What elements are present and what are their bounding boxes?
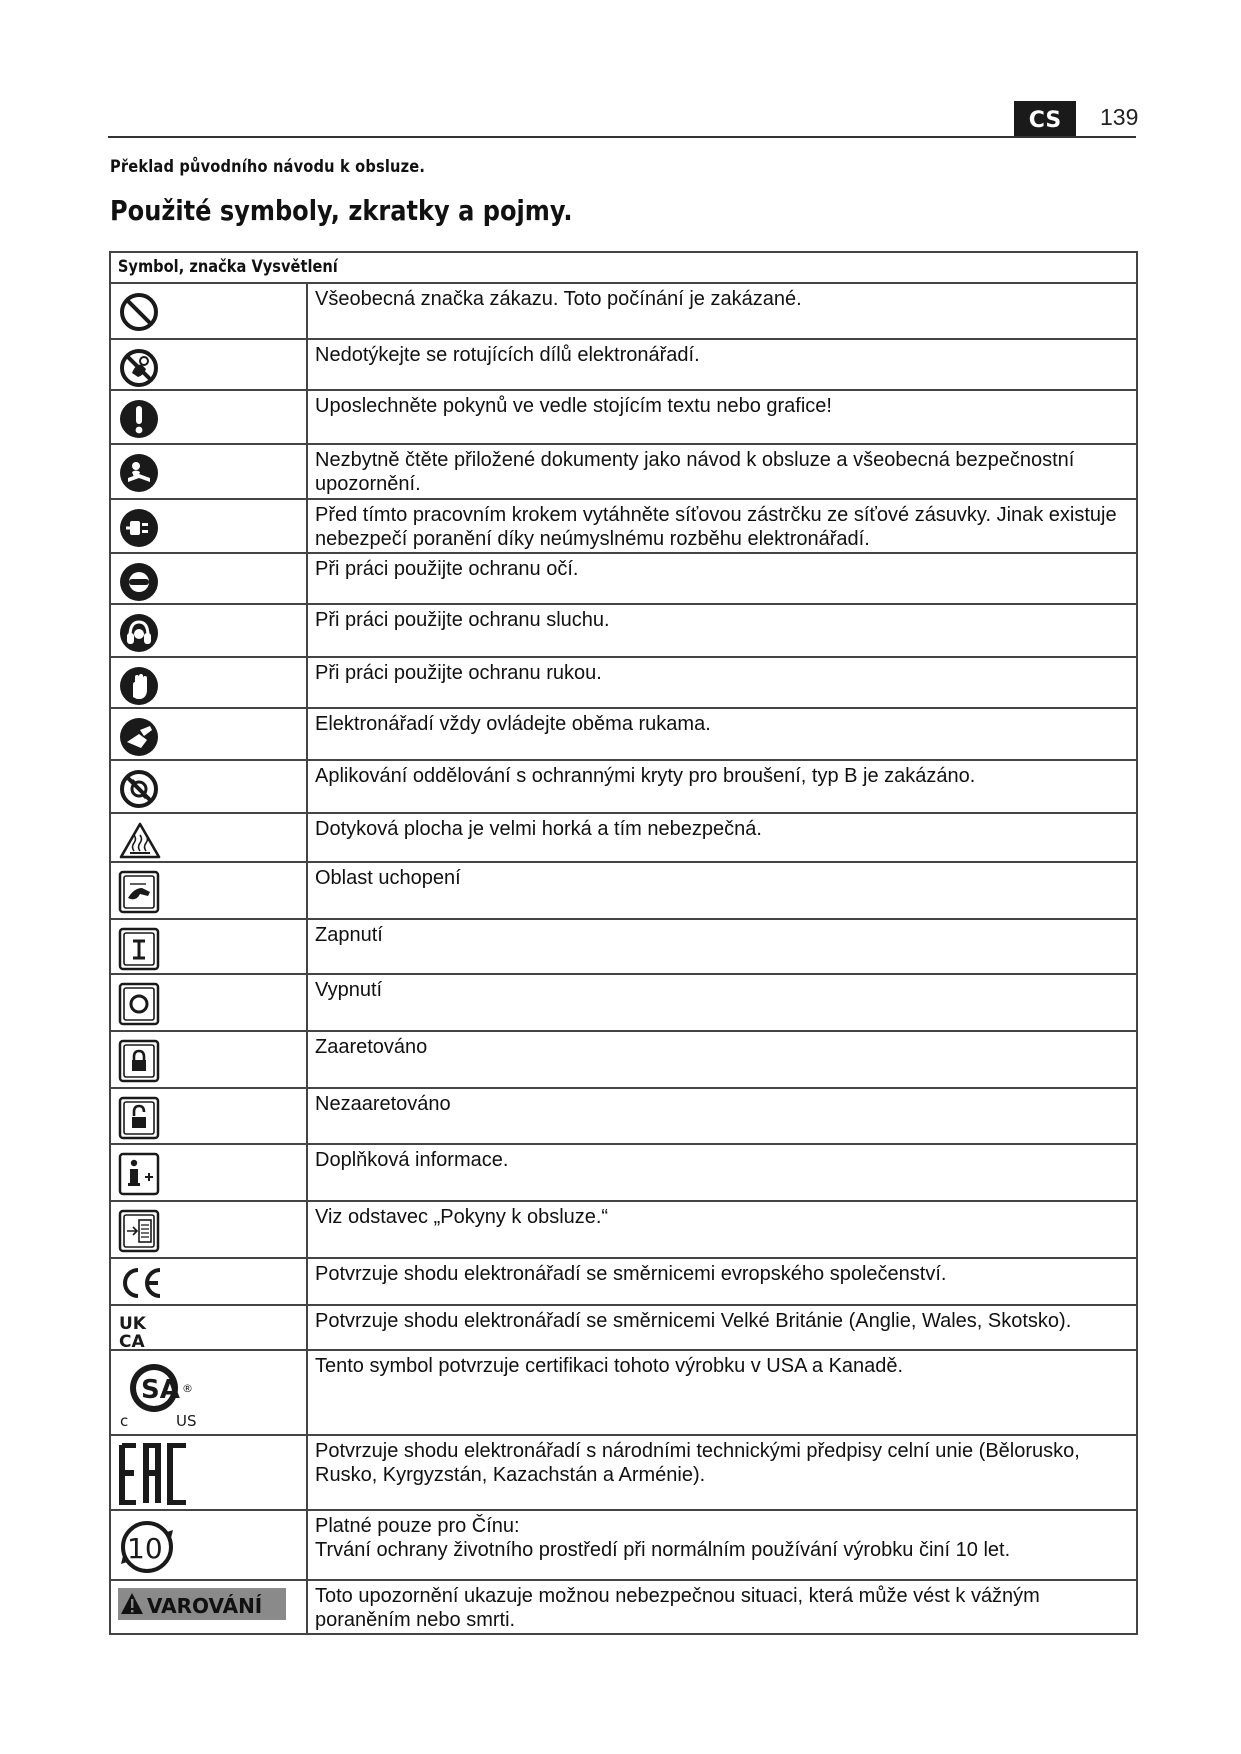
eac-mark-icon: [111, 1436, 306, 1505]
table-row: [110, 1201, 1137, 1258]
description-text: Nezaaretováno: [315, 1093, 451, 1115]
description-text: poraněním nebo smrti.: [315, 1609, 516, 1631]
description-cell: [307, 1144, 1137, 1201]
symbol-cell: [110, 339, 307, 390]
table-row: [110, 1144, 1137, 1201]
grip-area-icon: [111, 863, 306, 914]
symbol-cell: [110, 1258, 307, 1305]
table-row: [110, 390, 1137, 444]
svg-text:SA: SA: [141, 1375, 180, 1405]
symbol-cell: [110, 1144, 307, 1201]
description-cell: [307, 1031, 1137, 1088]
table-row: [110, 657, 1137, 708]
description-text: Potvrzuje shodu elektronářadí s národními technickými předpisy celní unie (Bělorusko,: [315, 1440, 1080, 1462]
svg-text:VAROVÁNÍ: VAROVÁNÍ: [147, 1594, 263, 1618]
ukca-mark-icon: [111, 1306, 306, 1349]
description-text: Všeobecná značka zákazu. Toto počínání je zakázané.: [315, 288, 802, 310]
hot-surface-icon: [111, 814, 306, 861]
symbol-cell: [110, 1031, 307, 1088]
table-row: [110, 1580, 1137, 1634]
locked-icon: [111, 1032, 306, 1083]
description-text: Nezbytně čtěte přiložené dokumenty jako návod k obsluze a všeobecná bezpečnostní: [315, 449, 1075, 471]
table-row: [110, 444, 1137, 499]
description-text: upozornění.: [315, 473, 421, 495]
description-text: Trvání ochrany životního prostředí při normálním používání výrobku činí 10 let.: [315, 1539, 1011, 1561]
description-text: Rusko, Kyrgyzstán, Kazachstán a Arménie).: [315, 1464, 706, 1486]
description-cell: [307, 283, 1137, 339]
symbol-cell: [110, 760, 307, 813]
symbol-cell: [110, 499, 307, 553]
description-cell: [307, 657, 1137, 708]
symbol-cell: [110, 813, 307, 862]
info-plus-icon: [111, 1145, 306, 1196]
symbol-cell: [110, 390, 307, 444]
symbol-cell: [110, 553, 307, 604]
description-cell: [307, 1350, 1137, 1435]
no-type-b-guard-icon: [111, 761, 306, 810]
two-hand-operation-icon: [111, 709, 306, 758]
table-row: [110, 339, 1137, 390]
description-text: Vypnutí: [315, 979, 383, 1001]
symbol-cell: [110, 283, 307, 339]
table-row: [110, 604, 1137, 657]
table-row: [110, 1088, 1137, 1144]
description-text: Doplňková informace.: [315, 1149, 509, 1171]
table-row: [110, 1305, 1137, 1350]
description-cell: [307, 1305, 1137, 1350]
document-subtitle: Překlad původního návodu k obsluze.: [110, 157, 426, 177]
description-cell: [307, 604, 1137, 657]
symbol-cell: [110, 974, 307, 1031]
power-on-icon: [111, 920, 306, 971]
description-text: Nedotýkejte se rotujících dílů elektronářadí.: [315, 344, 700, 366]
csa-mark-icon: [111, 1351, 306, 1430]
description-text: Tento symbol potvrzuje certifikaci tohoto výrobku v USA a Kanadě.: [315, 1355, 904, 1377]
language-badge: CS: [1014, 101, 1076, 137]
table-row: [110, 862, 1137, 919]
description-cell: [307, 499, 1137, 553]
description-cell: [307, 813, 1137, 862]
table-row: [110, 919, 1137, 974]
symbol-cell: [110, 1201, 307, 1258]
table-row: [110, 1258, 1137, 1305]
symbol-cell: [110, 1350, 307, 1435]
unlocked-icon: [111, 1089, 306, 1140]
description-cell: [307, 1088, 1137, 1144]
description-text: nebezpečí poranění díky neúmyslnému rozběhu elektronářadí.: [315, 528, 870, 550]
page-title: Použité symboly, zkratky a pojmy.: [110, 194, 573, 227]
svg-text:10: 10: [127, 1532, 163, 1565]
description-text: Zapnutí: [315, 924, 383, 946]
description-cell: [307, 390, 1137, 444]
table-header: Symbol, značka Vysvětlení: [110, 252, 1137, 283]
description-cell: [307, 1258, 1137, 1305]
table-row: [110, 1350, 1137, 1435]
table-row: [110, 760, 1137, 813]
hand-protection-icon: [111, 658, 306, 707]
symbol-table: [109, 251, 1138, 1635]
ce-mark-icon: [111, 1259, 306, 1300]
description-text: Při práci použijte ochranu rukou.: [315, 662, 602, 684]
description-text: Zaaretováno: [315, 1036, 428, 1058]
svg-text:CA: CA: [119, 1332, 145, 1349]
table-row: [110, 553, 1137, 604]
china-rohs-10-icon: [111, 1511, 306, 1576]
description-text: Toto upozornění ukazuje možnou nebezpečnou situaci, která může vést k vážným: [315, 1585, 1040, 1607]
power-off-icon: [111, 975, 306, 1026]
description-text: Viz odstavec „Pokyny k obsluze.“: [315, 1206, 609, 1228]
symbol-cell: [110, 1305, 307, 1350]
svg-text:®: ®: [182, 1382, 193, 1395]
symbol-cell: [110, 708, 307, 760]
symbol-cell: [110, 1088, 307, 1144]
description-cell: [307, 708, 1137, 760]
description-cell: [307, 760, 1137, 813]
description-text: Potvrzuje shodu elektronářadí se směrnicemi Velké Británie (Anglie, Wales, Skotsko).: [315, 1310, 1072, 1332]
description-cell: [307, 1201, 1137, 1258]
table-row: [110, 1510, 1137, 1580]
read-manual-icon: [111, 445, 306, 494]
description-text: Aplikování oddělování s ochrannými kryty pro broušení, typ B je zakázáno.: [315, 765, 976, 787]
svg-text:c: c: [120, 1412, 129, 1430]
description-cell: [307, 974, 1137, 1031]
description-text: Oblast uchopení: [315, 867, 461, 889]
table-row: [110, 283, 1137, 339]
description-cell: [307, 553, 1137, 604]
symbol-cell: [110, 604, 307, 657]
description-text: Elektronářadí vždy ovládejte oběma rukama.: [315, 713, 711, 735]
description-text: Platné pouze pro Čínu:: [315, 1515, 520, 1537]
description-cell: [307, 862, 1137, 919]
description-text: Potvrzuje shodu elektronářadí se směrnicemi evropského společenství.: [315, 1263, 947, 1285]
description-text: Uposlechněte pokynů ve vedle stojícím textu nebo grafice!: [315, 395, 832, 417]
description-cell: [307, 339, 1137, 390]
table-row: [110, 708, 1137, 760]
symbol-cell: [110, 657, 307, 708]
description-text: Při práci použijte ochranu očí.: [315, 558, 579, 580]
see-section-icon: [111, 1202, 306, 1253]
description-cell: [307, 1580, 1137, 1634]
symbol-cell: [110, 919, 307, 974]
table-row: [110, 813, 1137, 862]
table-row: [110, 1435, 1137, 1510]
description-cell: [307, 444, 1137, 499]
description-text: Dotyková plocha je velmi horká a tím nebezpečná.: [315, 818, 762, 840]
svg-text:UK: UK: [119, 1314, 146, 1334]
table-row: [110, 499, 1137, 553]
prohibition-icon: [111, 284, 306, 333]
unplug-icon: [111, 500, 306, 549]
description-cell: [307, 1510, 1137, 1580]
svg-text:US: US: [176, 1412, 197, 1430]
description-cell: [307, 1435, 1137, 1510]
symbol-cell: [110, 1510, 307, 1580]
symbol-cell: [110, 444, 307, 499]
table-row: [110, 1031, 1137, 1088]
eye-protection-icon: [111, 554, 306, 603]
symbol-cell: [110, 1580, 307, 1634]
symbol-cell: [110, 1435, 307, 1510]
table-header-row: [110, 252, 1137, 283]
description-cell: [307, 919, 1137, 974]
page-number: 139: [1100, 104, 1139, 130]
description-text: Před tímto pracovním krokem vytáhněte síťovou zástrčku ze síťové zásuvky. Jinak existuje: [315, 504, 1117, 526]
ear-protection-icon: [111, 605, 306, 654]
table-row: [110, 974, 1137, 1031]
warning-label-icon: [111, 1581, 306, 1620]
description-text: Při práci použijte ochranu sluchu.: [315, 609, 610, 631]
symbol-cell: [110, 862, 307, 919]
mandatory-instruction-icon: [111, 391, 306, 440]
no-touch-rotating-parts-icon: [111, 340, 306, 389]
header-rule: [108, 136, 1136, 138]
